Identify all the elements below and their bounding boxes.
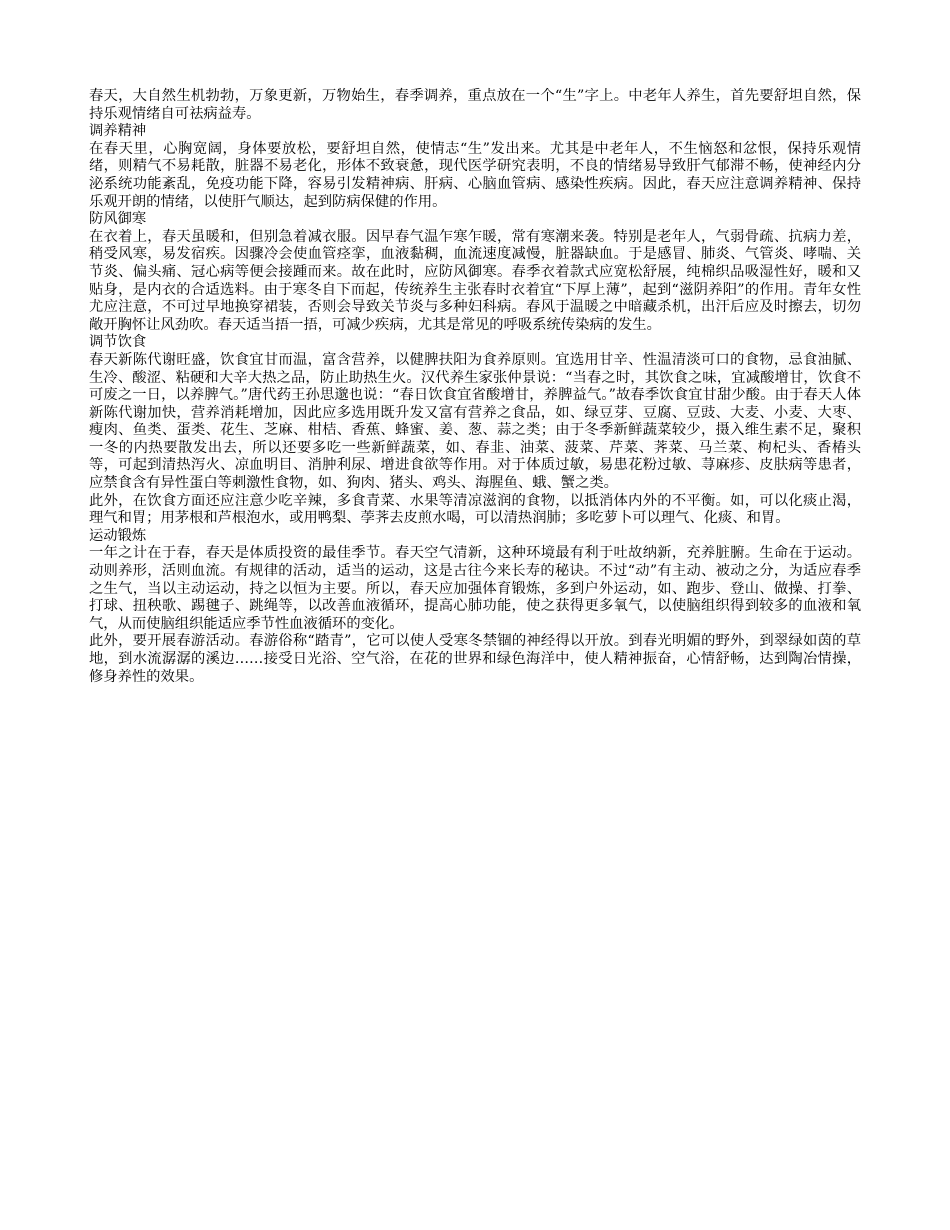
section-paragraph: 此外，在饮食方面还应注意少吃辛辣，多食青菜、水果等清凉滋润的食物，以抵消体内外的不平衡。如，可以化痰止渴，理气和胃；用茅根和芦根泡水，或用鸭梨、荸荠去皮煎水喝，可以清热润肺；多吃萝卜可以理气、化痰、和胃。 [89,492,861,527]
document-body [89,88,861,686]
section-heading-exercise: 运动锻炼 [89,527,147,544]
section-heading-clothing: 防风御寒 [89,211,147,228]
section-paragraph: 在衣着上，春天虽暖和，但别急着减衣服。因早春气温乍寒乍暖，常有寒潮来袭。特别是老年人，气弱骨疏、抗病力差，稍受风寒，易发宿疾。因骤冷会使血管痉挛，血液黏稠，血流速度减慢，脏器缺血。于是感冒、肺炎、气管炎、哮喘、关节炎、偏头痛、冠心病等便会接踵而来。故在此时，应防风御寒。春季衣着款式应宽松舒展，纯棉织品吸湿性好，暖和又贴身，是内衣的合适选料。由于寒冬自下而起，传统养生主张春时衣着宜“下厚上薄”，起到“滋阴养阳”的作用。青年女性尤应注意，不可过早地换穿裙装，否则会导致关节炎与多种妇科病。春风于温暖之中暗藏杀机，出汗后应及时擦去，切勿敞开胸怀让风劲吹。春天适当捂一捂，可减少疾病，尤其是常见的呼吸系统传染病的发生。 [89,228,861,333]
section-heading-diet: 调节饮食 [89,334,147,351]
section-paragraph: 春天新陈代谢旺盛，饮食宜甘而温，富含营养，以健脾扶阳为食养原则。宜选用甘辛、性温清淡可口的食物，忌食油腻、生冷、酸涩、粘硬和大辛大热之品，防止助热生火。汉代养生家张仲景说：“当春之时，其饮食之味，宜减酸增甘，饮食不可废之一日，以养脾气。”唐代药王孙思邈也说：“春日饮食宜省酸增甘，养脾益气。”故春季饮食宜甘甜少酸。由于春天人体新陈代谢加快，营养消耗增加，因此应多选用既升发又富有营养之食品，如、绿豆芽、豆腐、豆豉、大麦、小麦、大枣、瘦肉、鱼类、蛋类、花生、芝麻、柑桔、香蕉、蜂蜜、姜、葱、蒜之类；由于冬季新鲜蔬菜较少，摄入维生素不足，聚积一冬的内热要散发出去，所以还要多吃一些新鲜蔬菜，如、春韭、油菜、菠菜、芹菜、荠菜、马兰菜、枸杞头、香椿头等，可起到清热泻火、凉血明目、消肿利尿、增进食欲等作用。对于体质过敏，易患花粉过敏、荨麻疹、皮肤病等患者，应禁食含有异性蛋白等刺激性食物，如、狗肉、猪头、鸡头、海腥鱼、蛾、蟹之类。 [89,351,861,492]
section-paragraph: 在春天里，心胸宽阔，身体要放松，要舒坦自然，使情志“生”发出来。尤其是中老年人，不生恼怒和忿恨，保持乐观情绪，则精气不易耗散，脏器不易老化，形体不致衰惫，现代医学研究表明，不良的情绪易导致肝气郁滞不畅，使神经内分泌系统功能紊乱，免疫功能下降，容易引发精神病、肝病、心脑血管病、感染性疾病。因此，春天应注意调养精神、保持乐观开朗的情绪，以使肝气顺达，起到防病保健的作用。 [89,140,861,210]
intro-paragraph: 春天，大自然生机勃勃，万象更新，万物始生，春季调养，重点放在一个“生”字上。中老年人养生，首先要舒坦自然，保持乐观情绪自可祛病益寿。 [89,88,861,122]
section-paragraph: 一年之计在于春，春天是体质投资的最佳季节。春天空气清新，这种环境最有利于吐故纳新，充养脏腑。生命在于运动。动则养形，活则血流。有规律的活动，适当的运动，这是古往今来长寿的秘诀。不过“动”有主动、被动之分，为适应春季之生气，当以主动运动，持之以恒为主要。所以，春天应加强体育锻炼，多到户外运动，如、跑步、登山、做操、打拳、打球、扭秧歌、踢毽子、跳绳等，以改善血液循环，提高心肺功能，使之获得更多氧气，以使脑组织得到较多的血液和氧气，从而使脑组织能适应季节性血液循环的变化。 [89,545,861,632]
section-paragraph: 此外，要开展春游活动。春游俗称“踏青”，它可以使人受寒冬禁锢的神经得以开放。到春光明媚的野外，到翠绿如茵的草地，到水流潺潺的溪边……接受日光浴、空气浴，在花的世界和绿色海洋中，使人精神振奋，心情舒畅，达到陶冶情操，修身养性的效果。 [89,633,861,685]
section-heading-mental: 调养精神 [89,123,147,140]
